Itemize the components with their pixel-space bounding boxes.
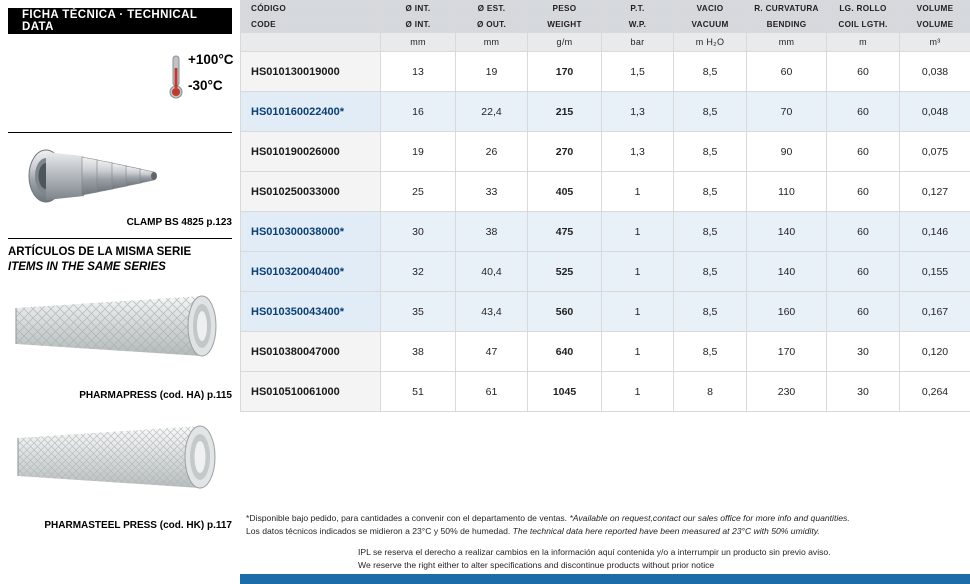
th-unit-int: mm bbox=[381, 33, 456, 52]
th-unit-code bbox=[241, 33, 381, 52]
disclaimer-block bbox=[358, 546, 964, 572]
cell-weight: 215 bbox=[528, 92, 602, 132]
th-vacuum: VACUUM bbox=[674, 17, 747, 33]
header-row-es bbox=[241, 1, 970, 17]
cell-out: 22,4 bbox=[456, 92, 528, 132]
cell-vacuum: 8,5 bbox=[674, 172, 747, 212]
th-rollo: LG. ROLLO bbox=[827, 1, 900, 17]
cell-weight: 525 bbox=[528, 252, 602, 292]
temp-max-label: +100°C bbox=[188, 52, 234, 67]
clamp-fitting-image bbox=[14, 140, 159, 210]
cell-weight: 1045 bbox=[528, 372, 602, 412]
th-diam-int-en: Ø INT. bbox=[381, 17, 456, 33]
cell-weight: 405 bbox=[528, 172, 602, 212]
temp-min-label: -30°C bbox=[188, 78, 223, 93]
cell-vacuum: 8 bbox=[674, 372, 747, 412]
series-heading-en: ITEMS IN THE SAME SERIES bbox=[8, 261, 166, 273]
divider-middle bbox=[8, 238, 232, 239]
cell-bending: 140 bbox=[747, 212, 827, 252]
th-wp: W.P. bbox=[602, 17, 674, 33]
cell-bending: 140 bbox=[747, 252, 827, 292]
cell-int: 32 bbox=[381, 252, 456, 292]
table-row bbox=[241, 292, 970, 332]
series-heading-es: ARTÍCULOS DE LA MISMA SERIE bbox=[8, 246, 192, 258]
cell-weight: 560 bbox=[528, 292, 602, 332]
th-vacio: VACIO bbox=[674, 1, 747, 17]
cell-volume: 0,155 bbox=[900, 252, 970, 292]
footnote-line-1 bbox=[246, 512, 964, 525]
th-pt: P.T. bbox=[602, 1, 674, 17]
cell-out: 19 bbox=[456, 52, 528, 92]
th-unit-out: mm bbox=[456, 33, 528, 52]
technical-data-table bbox=[240, 0, 970, 412]
footnote-2-en: The technical data here reported have been measured at 23°C with 50% umidity. bbox=[512, 526, 820, 536]
cell-bending: 230 bbox=[747, 372, 827, 412]
cell-volume: 0,120 bbox=[900, 332, 970, 372]
th-unit-weight: g/m bbox=[528, 33, 602, 52]
footnotes-block bbox=[246, 512, 964, 538]
pharmapress-hose-image bbox=[6, 282, 234, 382]
th-diam-est-es: Ø EST. bbox=[456, 1, 528, 17]
cell-code: HS010320040400* bbox=[241, 252, 381, 292]
cell-vacuum: 8,5 bbox=[674, 252, 747, 292]
cell-vacuum: 8,5 bbox=[674, 132, 747, 172]
clamp-caption: CLAMP BS 4825 p.123 bbox=[126, 217, 232, 228]
cell-coil: 30 bbox=[827, 332, 900, 372]
th-peso: PESO bbox=[528, 1, 602, 17]
cell-coil: 60 bbox=[827, 92, 900, 132]
cell-vacuum: 8,5 bbox=[674, 52, 747, 92]
cell-bending: 90 bbox=[747, 132, 827, 172]
th-coil-length: COIL LGTH. bbox=[827, 17, 900, 33]
cell-int: 38 bbox=[381, 332, 456, 372]
header-row-en bbox=[241, 17, 970, 33]
cell-wp: 1,5 bbox=[602, 52, 674, 92]
cell-code: HS010350043400* bbox=[241, 292, 381, 332]
cell-int: 19 bbox=[381, 132, 456, 172]
disclaimer-en: We reserve the right either to alter specifications and discontinue products without prior notice bbox=[358, 560, 715, 570]
header-row-units bbox=[241, 33, 970, 52]
footnote-2-es: Los datos técnicos indicados se midieron a 23°C y 50% de humedad. bbox=[246, 526, 511, 536]
disclaimer-es: IPL se reserva el derecho a realizar cambios en la información aquí contenida y/o a interrumpir un producto sin previo aviso. bbox=[358, 547, 831, 557]
cell-bending: 160 bbox=[747, 292, 827, 332]
th-volume-es: VOLUME bbox=[900, 1, 970, 17]
cell-coil: 60 bbox=[827, 252, 900, 292]
table-row bbox=[241, 372, 970, 412]
table-row bbox=[241, 332, 970, 372]
cell-vacuum: 8,5 bbox=[674, 332, 747, 372]
series-heading bbox=[8, 245, 191, 275]
cell-int: 35 bbox=[381, 292, 456, 332]
th-weight: WEIGHT bbox=[528, 17, 602, 33]
cell-volume: 0,167 bbox=[900, 292, 970, 332]
pharmapress-caption: PHARMAPRESS (cod. HA) p.115 bbox=[79, 390, 232, 401]
th-bending: BENDING bbox=[747, 17, 827, 33]
cell-wp: 1,3 bbox=[602, 92, 674, 132]
table-row bbox=[241, 172, 970, 212]
cell-coil: 30 bbox=[827, 372, 900, 412]
table-row bbox=[241, 212, 970, 252]
th-diam-out-en: Ø OUT. bbox=[456, 17, 528, 33]
cell-coil: 60 bbox=[827, 52, 900, 92]
cell-coil: 60 bbox=[827, 132, 900, 172]
footnote-1-en: *Available on request,contact our sales office for more info and quantities. bbox=[569, 513, 850, 523]
table-row bbox=[241, 252, 970, 292]
table-head bbox=[241, 1, 970, 52]
cell-volume: 0,038 bbox=[900, 52, 970, 92]
cell-volume: 0,048 bbox=[900, 92, 970, 132]
cell-coil: 60 bbox=[827, 212, 900, 252]
temperature-range bbox=[160, 52, 240, 108]
cell-out: 61 bbox=[456, 372, 528, 412]
cell-vacuum: 8,5 bbox=[674, 292, 747, 332]
cell-out: 40,4 bbox=[456, 252, 528, 292]
table-row bbox=[241, 92, 970, 132]
cell-code: HS010160022400* bbox=[241, 92, 381, 132]
cell-out: 43,4 bbox=[456, 292, 528, 332]
cell-wp: 1,3 bbox=[602, 132, 674, 172]
cell-volume: 0,075 bbox=[900, 132, 970, 172]
cell-weight: 475 bbox=[528, 212, 602, 252]
th-curvatura: R. CURVATURA bbox=[747, 1, 827, 17]
cell-bending: 60 bbox=[747, 52, 827, 92]
technical-data-table-wrap bbox=[240, 0, 970, 412]
cell-coil: 60 bbox=[827, 292, 900, 332]
th-unit-coil: m bbox=[827, 33, 900, 52]
cell-code: HS010380047000 bbox=[241, 332, 381, 372]
cell-wp: 1 bbox=[602, 172, 674, 212]
th-diam-int-es: Ø INT. bbox=[381, 1, 456, 17]
table-row bbox=[241, 52, 970, 92]
pharmasteel-caption: PHARMASTEEL PRESS (cod. HK) p.117 bbox=[44, 520, 232, 531]
cell-weight: 270 bbox=[528, 132, 602, 172]
cell-wp: 1 bbox=[602, 212, 674, 252]
cell-int: 16 bbox=[381, 92, 456, 132]
table-body bbox=[241, 52, 970, 412]
th-code: CODE bbox=[241, 17, 381, 33]
cell-vacuum: 8,5 bbox=[674, 92, 747, 132]
cell-volume: 0,264 bbox=[900, 372, 970, 412]
divider-top bbox=[8, 132, 232, 133]
th-unit-wp: bar bbox=[602, 33, 674, 52]
cell-out: 38 bbox=[456, 212, 528, 252]
cell-weight: 170 bbox=[528, 52, 602, 92]
cell-out: 47 bbox=[456, 332, 528, 372]
cell-int: 13 bbox=[381, 52, 456, 92]
page-title: FICHA TÈCNICA · TECHNICAL DATA bbox=[8, 8, 232, 34]
footnote-1-es: *Disponible bajo pedido, para cantidades a convenir con el departamento de ventas. bbox=[246, 513, 568, 523]
cell-wp: 1 bbox=[602, 292, 674, 332]
cell-out: 26 bbox=[456, 132, 528, 172]
th-unit-bending: mm bbox=[747, 33, 827, 52]
cell-bending: 110 bbox=[747, 172, 827, 212]
cell-code: HS010190026000 bbox=[241, 132, 381, 172]
cell-coil: 60 bbox=[827, 172, 900, 212]
cell-volume: 0,146 bbox=[900, 212, 970, 252]
th-volume-en: VOLUME bbox=[900, 17, 970, 33]
footnote-line-2 bbox=[246, 525, 964, 538]
cell-out: 33 bbox=[456, 172, 528, 212]
pharmasteel-press-hose-image bbox=[6, 408, 234, 513]
cell-bending: 170 bbox=[747, 332, 827, 372]
cell-bending: 70 bbox=[747, 92, 827, 132]
cell-int: 25 bbox=[381, 172, 456, 212]
cell-volume: 0,127 bbox=[900, 172, 970, 212]
thermometer-icon bbox=[168, 54, 184, 102]
cell-wp: 1 bbox=[602, 372, 674, 412]
cell-int: 30 bbox=[381, 212, 456, 252]
cell-code: HS010510061000 bbox=[241, 372, 381, 412]
cell-code: HS010250033000 bbox=[241, 172, 381, 212]
cell-code: HS010300038000* bbox=[241, 212, 381, 252]
cell-code: HS010130019000 bbox=[241, 52, 381, 92]
table-row bbox=[241, 132, 970, 172]
cell-int: 51 bbox=[381, 372, 456, 412]
bottom-bar-left-white bbox=[0, 574, 240, 584]
cell-vacuum: 8,5 bbox=[674, 212, 747, 252]
th-unit-vacuum: m H₂O bbox=[674, 33, 747, 52]
cell-weight: 640 bbox=[528, 332, 602, 372]
cell-wp: 1 bbox=[602, 332, 674, 372]
cell-wp: 1 bbox=[602, 252, 674, 292]
left-panel bbox=[0, 0, 240, 584]
th-unit-volume: m³ bbox=[900, 33, 970, 52]
th-codigo: CÓDIGO bbox=[241, 1, 381, 17]
